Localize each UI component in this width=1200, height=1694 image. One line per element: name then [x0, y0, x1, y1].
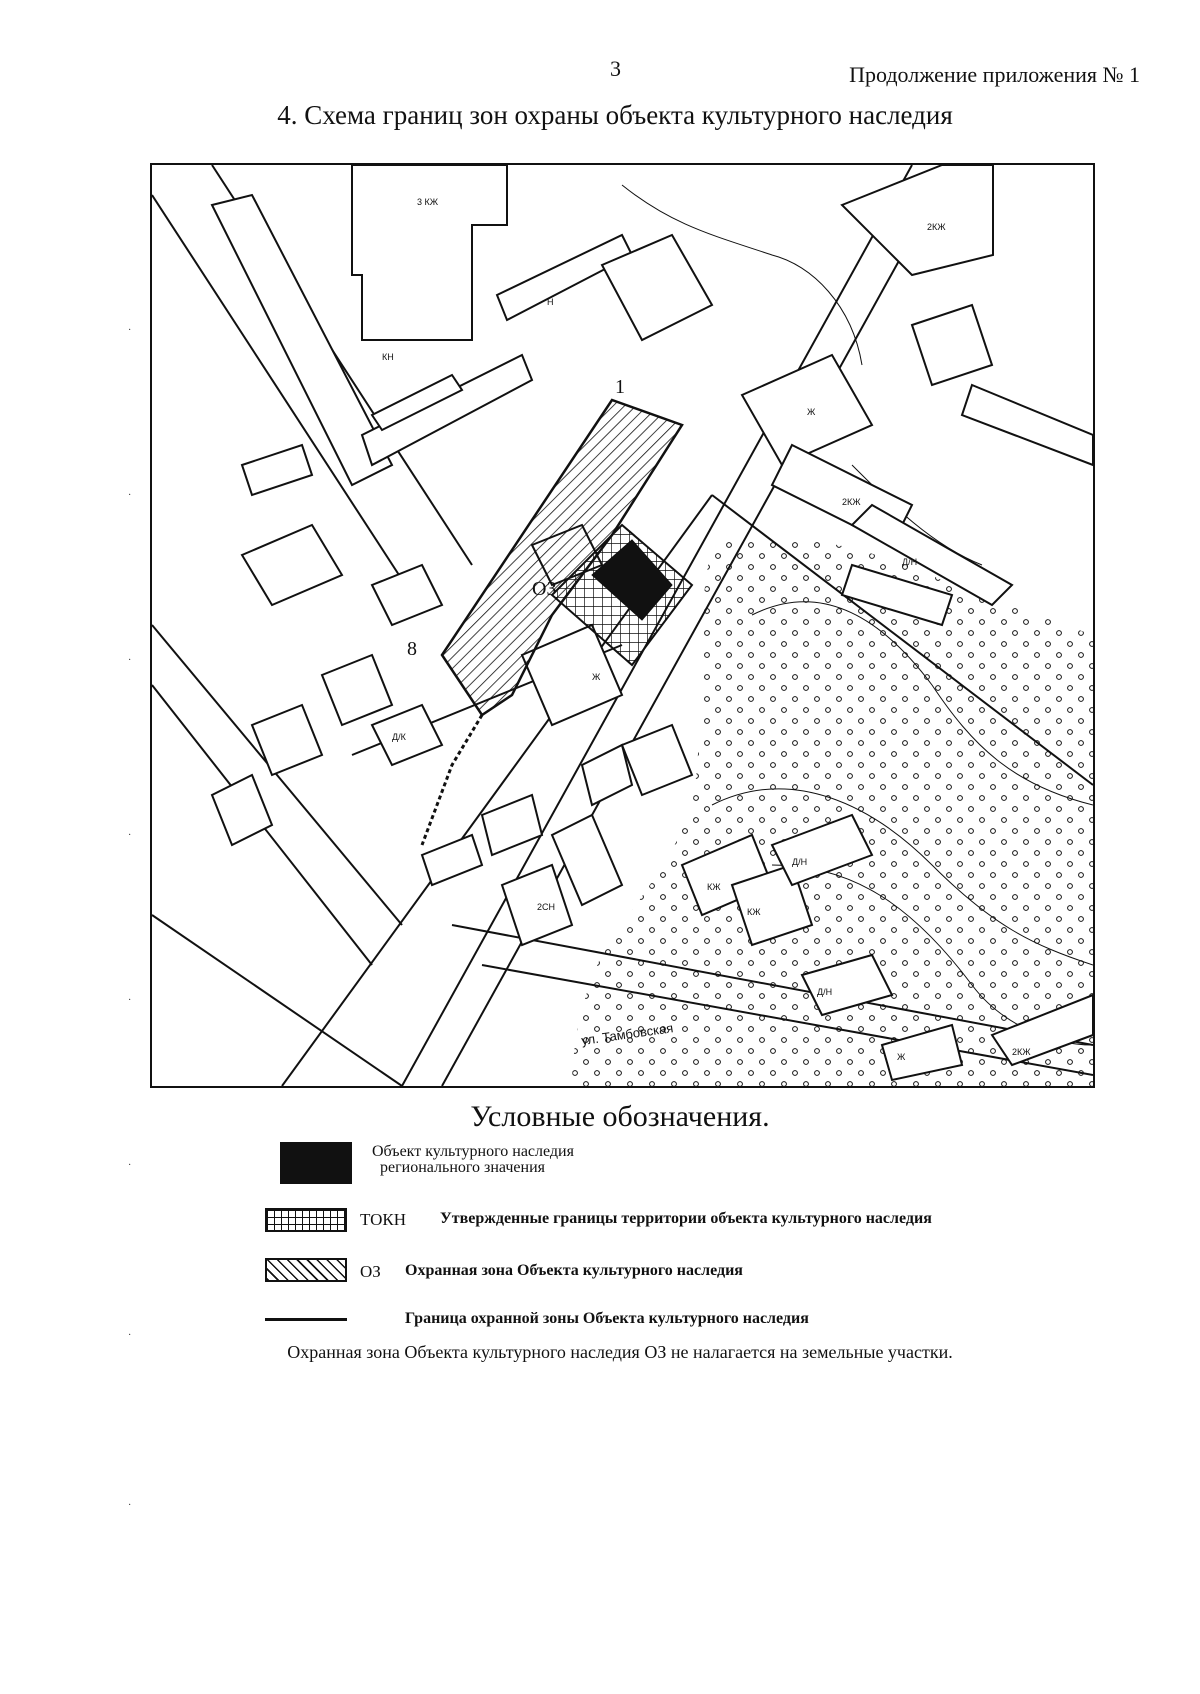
- legend-text-line: регионального значения: [380, 1159, 546, 1176]
- margin-mark: ·: [128, 1160, 132, 1171]
- margin-mark: ·: [128, 1330, 132, 1341]
- point-label-8: 8: [407, 638, 417, 660]
- building-label: 2КЖ: [842, 497, 861, 507]
- legend-swatch-heritage-object: [280, 1142, 352, 1184]
- margin-mark: ·: [128, 490, 132, 501]
- margin-mark: ·: [128, 655, 132, 666]
- building-label: Ж: [897, 1052, 906, 1062]
- legend-text-oz: Охранная зона Объекта культурного наследия: [405, 1262, 743, 1279]
- legend-text-boundary: Граница охранной зоны Объекта культурного наследия: [405, 1310, 809, 1327]
- point-label-1: 1: [615, 376, 625, 398]
- building-label: Д/Н: [792, 857, 808, 867]
- scheme-title: 4. Схема границ зон охраны объекта культурного наследия: [277, 100, 953, 130]
- building-label: КЖ: [707, 882, 721, 892]
- legend-text-line: Объект культурного наследия: [372, 1143, 574, 1160]
- building-label: 2КЖ: [927, 222, 946, 232]
- margin-mark: ·: [128, 830, 132, 841]
- legend-code-tokn: ТОКН: [360, 1210, 407, 1229]
- legend-swatch-tokn: [265, 1208, 347, 1232]
- margin-mark: ·: [128, 325, 132, 336]
- street-label: ул. Тамбовская: [580, 1020, 675, 1048]
- legend-code-oz: ОЗ: [360, 1262, 381, 1281]
- building-label: 2КЖ: [1012, 1047, 1031, 1057]
- building-label: Ж: [592, 672, 601, 682]
- margin-mark: ·: [128, 1500, 132, 1511]
- margin-mark: ·: [128, 995, 132, 1006]
- legend-item-heritage-object: [372, 1144, 574, 1176]
- building-label: 2СН: [537, 902, 556, 912]
- footer-note: Охранная зона Объекта культурного наследия ОЗ не налагается на земельные участки.: [287, 1342, 953, 1362]
- building-label: Д/Н: [817, 987, 833, 997]
- building-label: Н: [547, 297, 554, 307]
- legend-swatch-oz: [265, 1258, 347, 1282]
- building-label: Д/К: [392, 732, 406, 742]
- building-label: Ж: [807, 407, 816, 417]
- building-label: Д/Н: [902, 557, 918, 567]
- legend-text-tokn: Утвержденные границы территории объекта культурного наследия: [440, 1210, 932, 1227]
- legend-title: Условные обозначения.: [470, 1100, 770, 1133]
- page-number: 3: [610, 56, 621, 81]
- appendix-note: Продолжение приложения № 1: [849, 62, 1140, 87]
- map-frame: [150, 163, 1095, 1088]
- legend-swatch-boundary-line: [265, 1318, 347, 1321]
- cadastral-map: [152, 165, 1093, 1086]
- building-label: 3 КЖ: [417, 197, 439, 207]
- building-label: КН: [382, 352, 394, 362]
- building-label: КЖ: [747, 907, 761, 917]
- zone-label-oz: ОЗ: [532, 578, 557, 600]
